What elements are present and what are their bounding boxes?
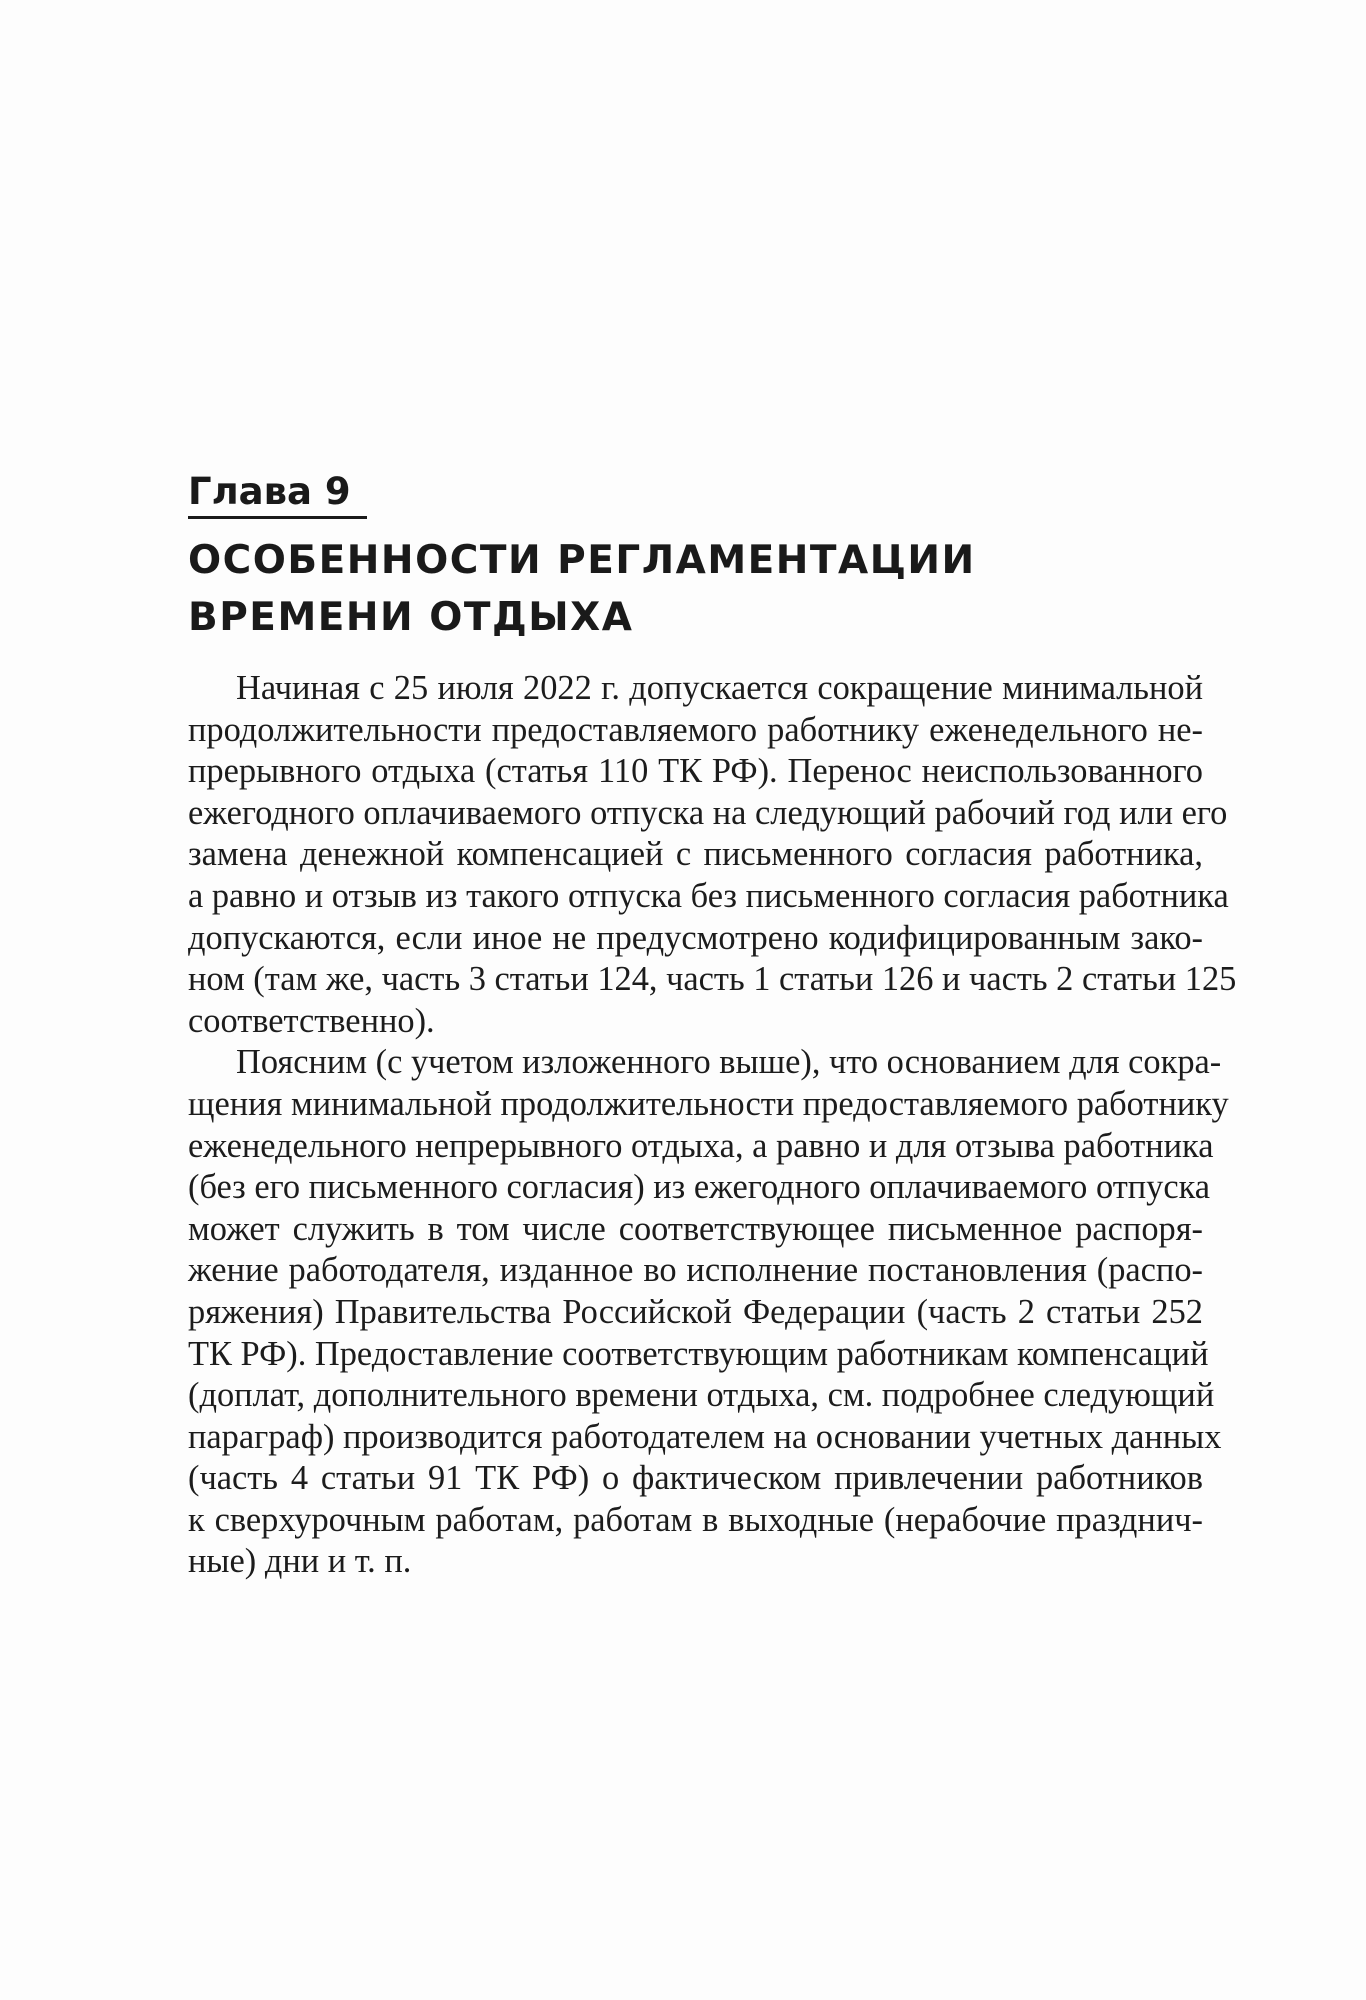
chapter-title-line: ВРЕМЕНИ ОТДЫХА xyxy=(188,595,634,640)
text-line: ряжения) Правительства Российской Федерации (часть 2 статьи 252 xyxy=(188,1292,1203,1331)
text-line: параграф) производится работодателем на основании учетных данных xyxy=(188,1417,1222,1456)
body-text xyxy=(188,668,1237,1583)
text-line: допускаются, если иное не предусмотрено кодифицированным зако- xyxy=(188,918,1203,957)
chapter-label: Глава 9 xyxy=(188,470,367,519)
text-line: ном (там же, часть 3 статьи 124, часть 1 статьи 126 и часть 2 статьи 125 xyxy=(188,960,1237,999)
text-line: жение работодателя, изданное во исполнение постановления (распо- xyxy=(188,1251,1203,1290)
text-line: Начиная с 25 июля 2022 г. допускается сокращение минимальной xyxy=(236,669,1203,707)
paragraph-1 xyxy=(188,668,1237,1042)
paragraph-2 xyxy=(188,1042,1229,1583)
text-line: Поясним (с учетом изложенного выше), что основанием для сокра- xyxy=(236,1043,1222,1082)
text-line: ные) дни и т. п. xyxy=(188,1542,412,1581)
text-line: к сверхурочным работам, работам в выходные (нерабочие празднич- xyxy=(188,1500,1203,1539)
text-line: щения минимальной продолжительности предоставляемого работнику xyxy=(188,1084,1229,1123)
text-line: прерывного отдыха (статья 110 ТК РФ). Перенос неиспользованного xyxy=(188,752,1203,791)
text-line: (доплат, дополнительного времени отдыха, см. подробнее следующий xyxy=(188,1376,1215,1415)
text-line: (без его письменного согласия) из ежегодного оплачиваемого отпуска xyxy=(188,1168,1211,1207)
text-line: продолжительности предоставляемого работнику еженедельного не- xyxy=(188,710,1203,749)
text-line: еженедельного непрерывного отдыха, а равно и для отзыва работника xyxy=(188,1126,1214,1165)
text-line: а равно и отзыв из такого отпуска без письменного согласия работника xyxy=(188,876,1229,915)
text-line: (часть 4 статьи 91 ТК РФ) о фактическом привлечении работников xyxy=(188,1459,1203,1498)
chapter-title-line: ОСОБЕННОСТИ РЕГЛАМЕНТАЦИИ xyxy=(188,538,976,583)
text-line: ТК РФ). Предоставление соответствующим работникам компенсаций xyxy=(188,1334,1209,1373)
text-line: ежегодного оплачиваемого отпуска на следующий рабочий год или его xyxy=(188,793,1228,832)
text-line: соответственно). xyxy=(188,1001,435,1040)
text-line: может служить в том числе соответствующее письменное распоря- xyxy=(188,1209,1203,1248)
text-line: замена денежной компенсацией с письменного согласия работника, xyxy=(188,835,1203,874)
chapter-title xyxy=(188,532,1188,646)
